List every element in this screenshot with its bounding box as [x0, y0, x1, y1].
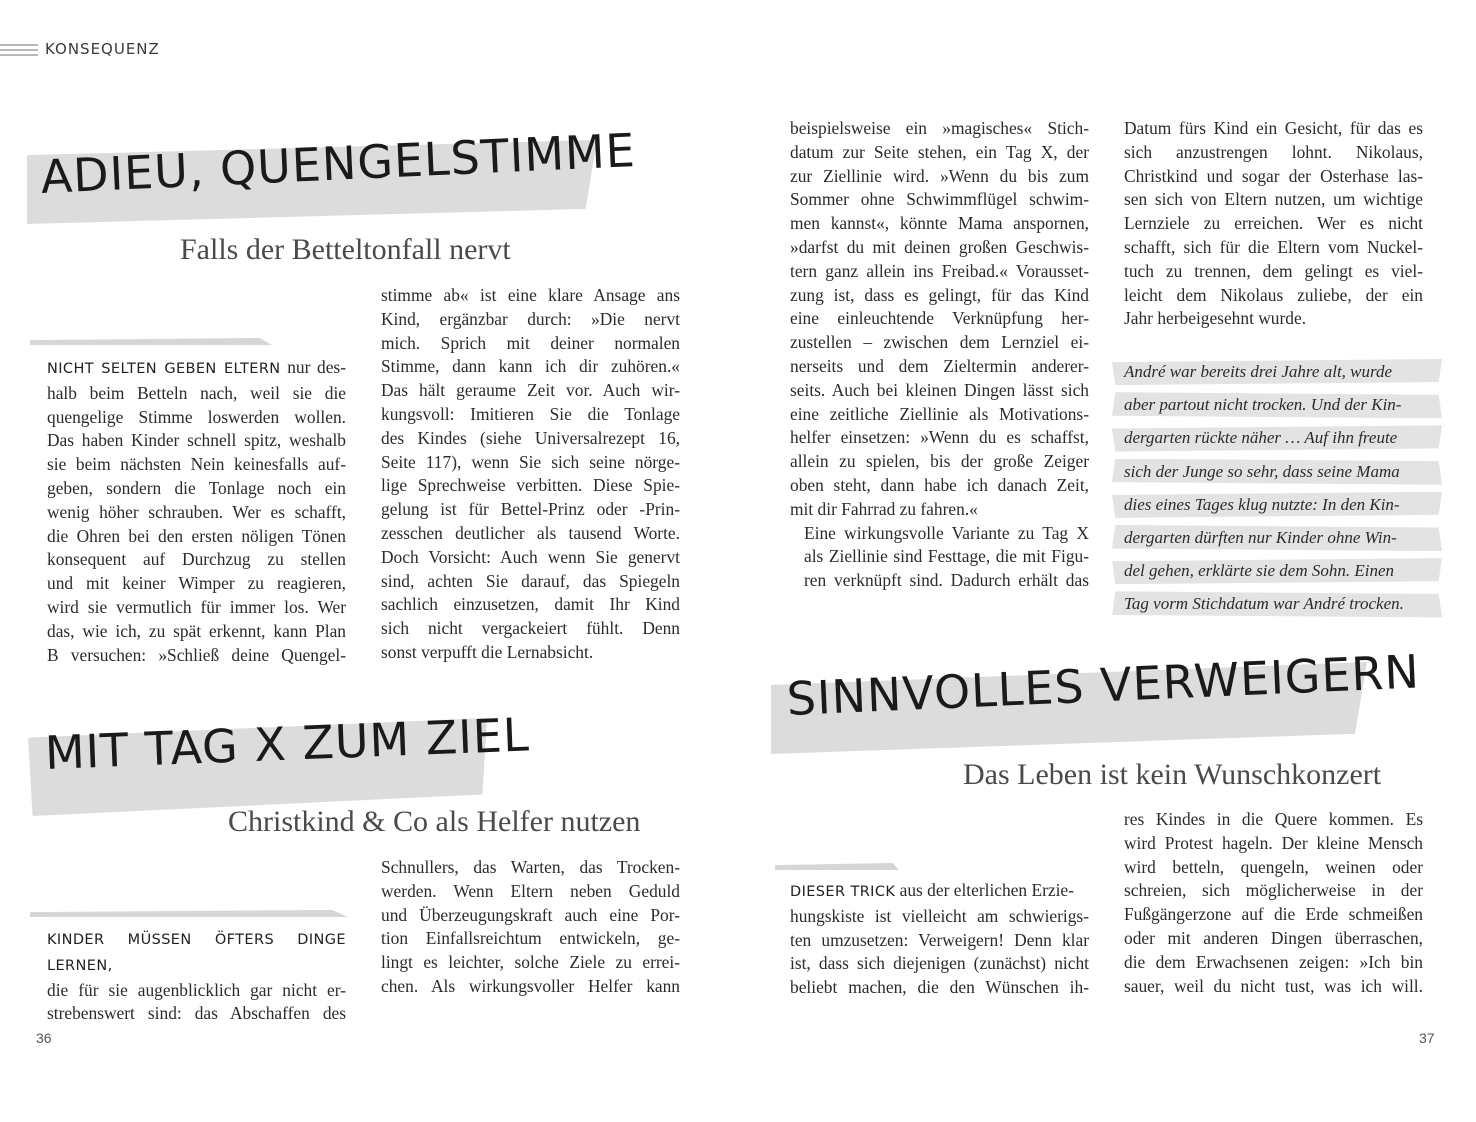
text-line: nur des- [280, 357, 346, 377]
text-line: das, wie ich, zu spät erkennt, kann Plan [47, 620, 346, 641]
text-line: Das hält geraume Zeit vor. Auch wir- [381, 380, 680, 401]
text-line: tern ganz allein ins Freibad.« Vorausset- [790, 260, 1089, 281]
text-line: Fußgängerzone auf die Erde schmeißen [1124, 904, 1423, 925]
body-column [47, 356, 346, 667]
quote-line: Tag vorm Stichdatum war André trocken. [1112, 587, 1442, 620]
text-line: zur Ziellinie wird. »Wenn du bis zum [790, 165, 1089, 186]
quote-line: dergarten dürften nur Kinder ohne Win- [1112, 521, 1442, 554]
text-line: oder mit anderen Dingen überraschen, [1124, 927, 1423, 948]
quote-line: dies eines Tages klug nutzte: In den Kin- [1112, 488, 1442, 521]
text-line: konsequent auf Durchzug zu stellen [47, 549, 346, 570]
text-line: schafft, sich für die Eltern vom Nuckel- [1124, 236, 1423, 257]
running-head-ornament [0, 44, 38, 56]
quote-line: sich der Junge so sehr, dass seine Mama [1112, 455, 1442, 488]
text-line: zesschen deutlicher als tausend Worte. [381, 522, 680, 543]
text-line: die für sie augenblicklich gar nicht er- [47, 979, 346, 1000]
quote-line: dergarten rückte näher … Auf ihn freute [1112, 421, 1442, 454]
text-line: eine einleuchtende Verknüpfung her- [790, 308, 1089, 329]
text-line: B versuchen: »Schließ deine Quengel- [47, 644, 346, 665]
text-line: beliebt machen, die den Wünschen ih- [790, 977, 1089, 998]
text-line: sen sich von Eltern nutzen, um wichtige [1124, 189, 1423, 210]
text-line: wird betteln, quengeln, weinen oder [1124, 856, 1423, 877]
text-line: oben steht, dann habe ich danach Zeit, [790, 474, 1089, 495]
lead-stripe [30, 910, 348, 917]
text-line: sich anzustrengen lohnt. Nikolaus, [1124, 141, 1423, 162]
text-line: Lernziele zu erreichen. Wer es nicht [1124, 213, 1423, 234]
text-line: men kannst«, könnte Mama anspornen, [790, 213, 1089, 234]
section-subtitle: Falls der Betteltonfall nervt [180, 233, 511, 266]
text-line: wird sie vermutlich für immer los. Wer [47, 596, 346, 617]
lead-in: KINDER MÜSSEN ÖFTERS DINGE LERNEN, [47, 932, 346, 974]
text-line: schreien, sich möglicherweise in der [1124, 880, 1423, 901]
text-line: hungskiste ist vielleicht am schwierigs- [790, 905, 1089, 926]
text-line: ist, dass sich diejenigen (zunächst) nicht [790, 953, 1089, 974]
text-line: die dem Erwachsenen zeigen: »Ich bin [1124, 951, 1423, 972]
text-line: allein zu spielen, bis der große Zeiger [790, 451, 1089, 472]
example-box [1112, 355, 1442, 621]
body-column [1124, 808, 1423, 998]
section-title: MIT TAG X ZUM ZIEL [43, 707, 531, 780]
text-line: sie beim nächsten Nein keinesfalls auf- [47, 454, 346, 475]
text-line: Jahr herbeigesehnt wurde. [1124, 308, 1307, 329]
running-head: KONSEQUENZ [45, 40, 160, 58]
lead-stripe [775, 863, 899, 870]
text-line: werden. Wenn Eltern neben Geduld [381, 880, 680, 901]
text-line: mich. Sprich mit deiner normalen [381, 332, 680, 353]
text-line: Christkind und sogar der Osterhase las- [1124, 165, 1423, 186]
body-column [1124, 117, 1423, 331]
text-line: Stimme, dann kann ich dir zuhören.« [381, 356, 680, 377]
text-line: Eine wirkungsvolle Variante zu Tag X [804, 522, 1089, 543]
quote-line: André war bereits drei Jahre alt, wurde [1112, 355, 1442, 388]
text-line: beispielsweise ein »magisches« Stich- [790, 118, 1089, 138]
page-number-left: 36 [36, 1030, 52, 1046]
quote-line: aber partout nicht trocken. Und der Kin- [1112, 388, 1442, 421]
lead-in: DIESER TRICK [790, 884, 896, 900]
lead-stripe [30, 338, 272, 345]
text-line: mit dir Fahrrad zu fahren.« [790, 498, 978, 519]
text-line: sauer, weil du nicht tust, was ich will. [1124, 975, 1423, 996]
text-line: tuch zu trennen, dem gelingt es viel- [1124, 260, 1423, 281]
text-line: nerseits und dem Zieltermin anderer- [790, 355, 1089, 376]
text-line: wenig höher schrauben. Wer es schafft, [47, 501, 346, 522]
body-column [790, 117, 1089, 593]
text-line: zustellen – zwischen dem Lernziel ei- [790, 332, 1089, 353]
section-title: ADIEU, QUENGELSTIMME [39, 123, 637, 204]
body-column [381, 856, 680, 999]
section-subtitle: Christkind & Co als Helfer nutzen [228, 805, 641, 838]
quote-line: del gehen, erklärte sie dem Sohn. Einen [1112, 554, 1442, 587]
text-line: und Überzeugungskraft auch eine Por- [381, 904, 680, 925]
text-line: seits. Auch bei kleinen Dingen lässt sich [790, 379, 1089, 400]
text-line: »darfst du mit deinen großen Geschwis- [790, 236, 1089, 257]
text-line: kungsvoll: Imitieren Sie die Tonlage [381, 403, 680, 424]
text-line: tion Einfallsreichtum entwickeln, ge- [381, 928, 680, 949]
text-line: halb beim Betteln nach, weil sie die [47, 382, 346, 403]
text-line: Das haben Kinder schnell spitz, weshalb [47, 430, 346, 451]
text-line: sachlich einzusetzen, damit Ihr Kind [381, 594, 680, 615]
lead-in: NICHT SELTEN GEBEN ELTERN [47, 361, 281, 377]
text-line: sich nicht vergackeiert fühlt. Denn [381, 618, 680, 639]
text-line: datum zur Seite stehen, ein Tag X, der [790, 141, 1089, 162]
section-title: SINNVOLLES VERWEIGERN [785, 644, 1421, 726]
text-line: Seite 117), wenn Sie sich seine nörge- [381, 451, 680, 472]
text-line: chen. Als wirkungsvoller Helfer kann [381, 975, 680, 996]
body-column [47, 927, 346, 1026]
text-line: gelung ist für Bettel-Prinz oder -Prin- [381, 499, 680, 520]
text-line: des Kindes (siehe Universalrezept 16, [381, 427, 680, 448]
text-line: Kind, ergänzbar durch: »Die nervt [381, 308, 680, 329]
text-line: geben, sondern die Tonlage noch ein [47, 477, 346, 498]
text-line: sonst verpufft die Lernabsicht. [381, 641, 594, 662]
text-line: quengelige Stimme loswerden wollen. [47, 406, 346, 427]
text-line: Schnullers, das Warten, das Trocken- [381, 857, 680, 877]
text-line: zung ist, dass es gelingt, für das Kind [790, 284, 1089, 305]
text-line: ren verknüpft sind. Dadurch erhält das [804, 570, 1089, 591]
text-line: res Kindes in die Quere kommen. Es [1124, 809, 1423, 829]
text-line: und mit keiner Wimper zu reagieren, [47, 573, 346, 594]
text-line: ten umzusetzen: Verweigern! Denn klar [790, 929, 1089, 950]
text-line: lige Sprechweise verbitten. Diese Spie- [381, 475, 680, 496]
text-line: Doch Vorsicht: Auch wenn Sie genervt [381, 546, 680, 567]
text-line: wird Protest hageln. Der kleine Mensch [1124, 832, 1423, 853]
text-line: Sommer ohne Schwimmflügel schwim- [790, 189, 1089, 210]
page-number-right: 37 [1419, 1030, 1435, 1046]
text-line: als Ziellinie sind Festtage, die mit Figu- [804, 546, 1089, 567]
text-line: lingt es leichter, solche Ziele zu errei- [381, 952, 680, 973]
text-line: strebenswert sind: das Abschaffen des [47, 1003, 346, 1024]
body-column [381, 284, 680, 665]
text-line: Datum fürs Kind ein Gesicht, für das es [1124, 118, 1423, 138]
body-column [790, 879, 1089, 1000]
text-line: leicht dem Nikolaus zuliebe, der ein [1124, 284, 1423, 305]
text-line: aus der elterlichen Erzie- [895, 880, 1074, 900]
text-line: die Ohren bei den ersten nöligen Tönen [47, 525, 346, 546]
text-line: helfer einsetzen: »Wenn du es schaffst, [790, 427, 1089, 448]
text-line: sind, achten Sie darauf, das Spiegeln [381, 570, 680, 591]
section-subtitle: Das Leben ist kein Wunschkonzert [963, 758, 1382, 791]
text-line: stimme ab« ist eine klare Ansage ans [381, 285, 680, 305]
text-line: eine zeitliche Ziellinie als Motivations- [790, 403, 1089, 424]
